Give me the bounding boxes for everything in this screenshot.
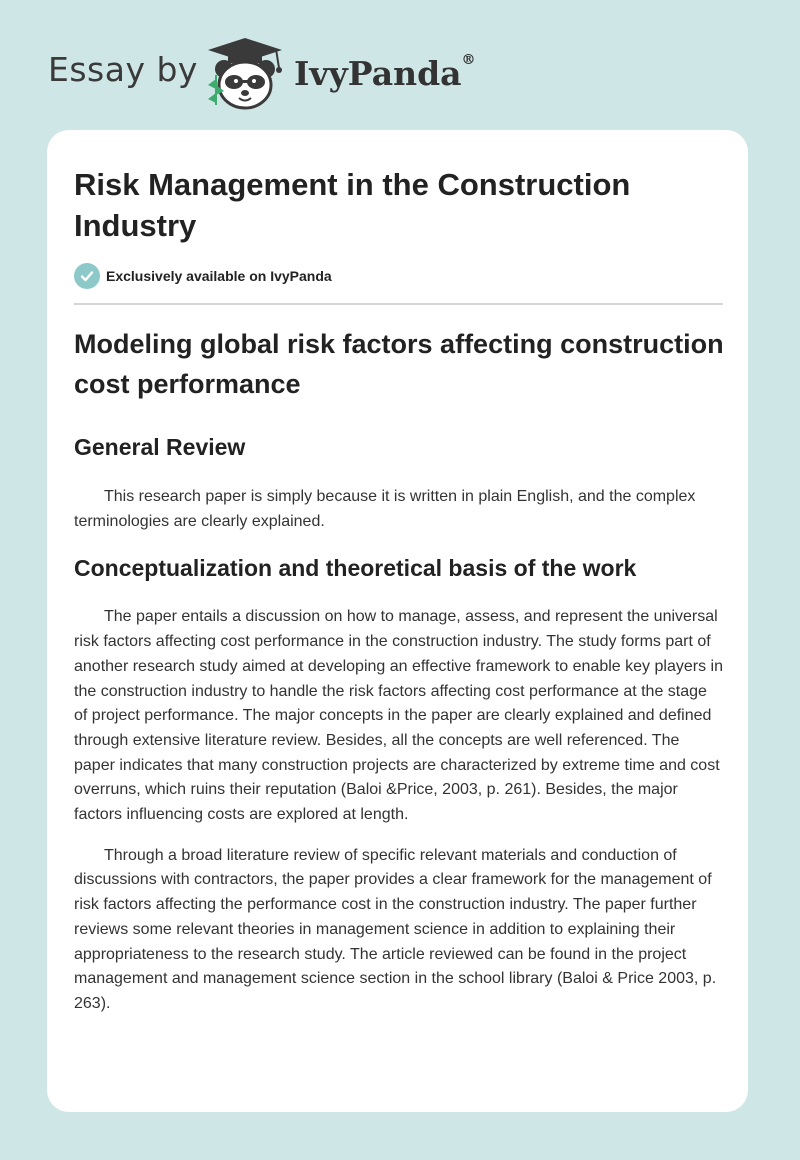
essay-card [47, 130, 748, 1112]
ivypanda-logo[interactable] [200, 33, 290, 113]
brand-text: IvyPanda [294, 54, 462, 93]
paragraph: Through a broad literature review of specific relevant materials and conduction of discussions with contractors, the paper provides a clear framework for the management of risk factors affecting the performance cost in the construction industry. The paper further reviews some relevant theories in management science in addition to explaining their appropriateness to the research study. The article reviewed can be found in the project management and management science section in the school library (Baloi & Price 2003, p. 263). [74, 846, 717, 1012]
paragraph: This research paper is simply because it is written in plain English, and the complex terminologies are clearly explained. [74, 488, 696, 530]
paragraph: The paper entails a discussion on how to manage, assess, and represent the universal risk factors affecting cost performance in the construction industry. The study forms part of another research study aimed at developing an effective framework to enable key players in the construction industry to handle the risk factors affecting cost performance at the stage of project performance. The major concepts in the paper are clearly explained and defined through extensive literature review. Besides, all the concepts are well referenced. The paper indicates that many construction projects are characterized by extreme time and cost overruns, which ruins their reputation (Baloi &Price, 2003, p. 261). Besides, the major factors influencing costs are explored at length. [74, 608, 723, 824]
check-icon [74, 263, 100, 289]
panda-mascot-icon [200, 33, 290, 113]
essay-by-label: Essay by [48, 50, 198, 89]
exclusive-badge [74, 263, 332, 289]
essay-title: Risk Management in the Construction Industry [74, 167, 631, 243]
section-title: Modeling global risk factors affecting construction cost performance [74, 329, 724, 399]
essay-body [74, 324, 724, 1017]
site-header [0, 0, 800, 120]
divider [74, 303, 723, 305]
registered-mark: ® [461, 52, 476, 68]
brand-name[interactable] [294, 54, 476, 93]
exclusive-label: Exclusively available on IvyPanda [106, 268, 332, 284]
heading-general-review: General Review [74, 434, 246, 460]
heading-conceptualization: Conceptualization and theoretical basis of the work [74, 555, 637, 582]
